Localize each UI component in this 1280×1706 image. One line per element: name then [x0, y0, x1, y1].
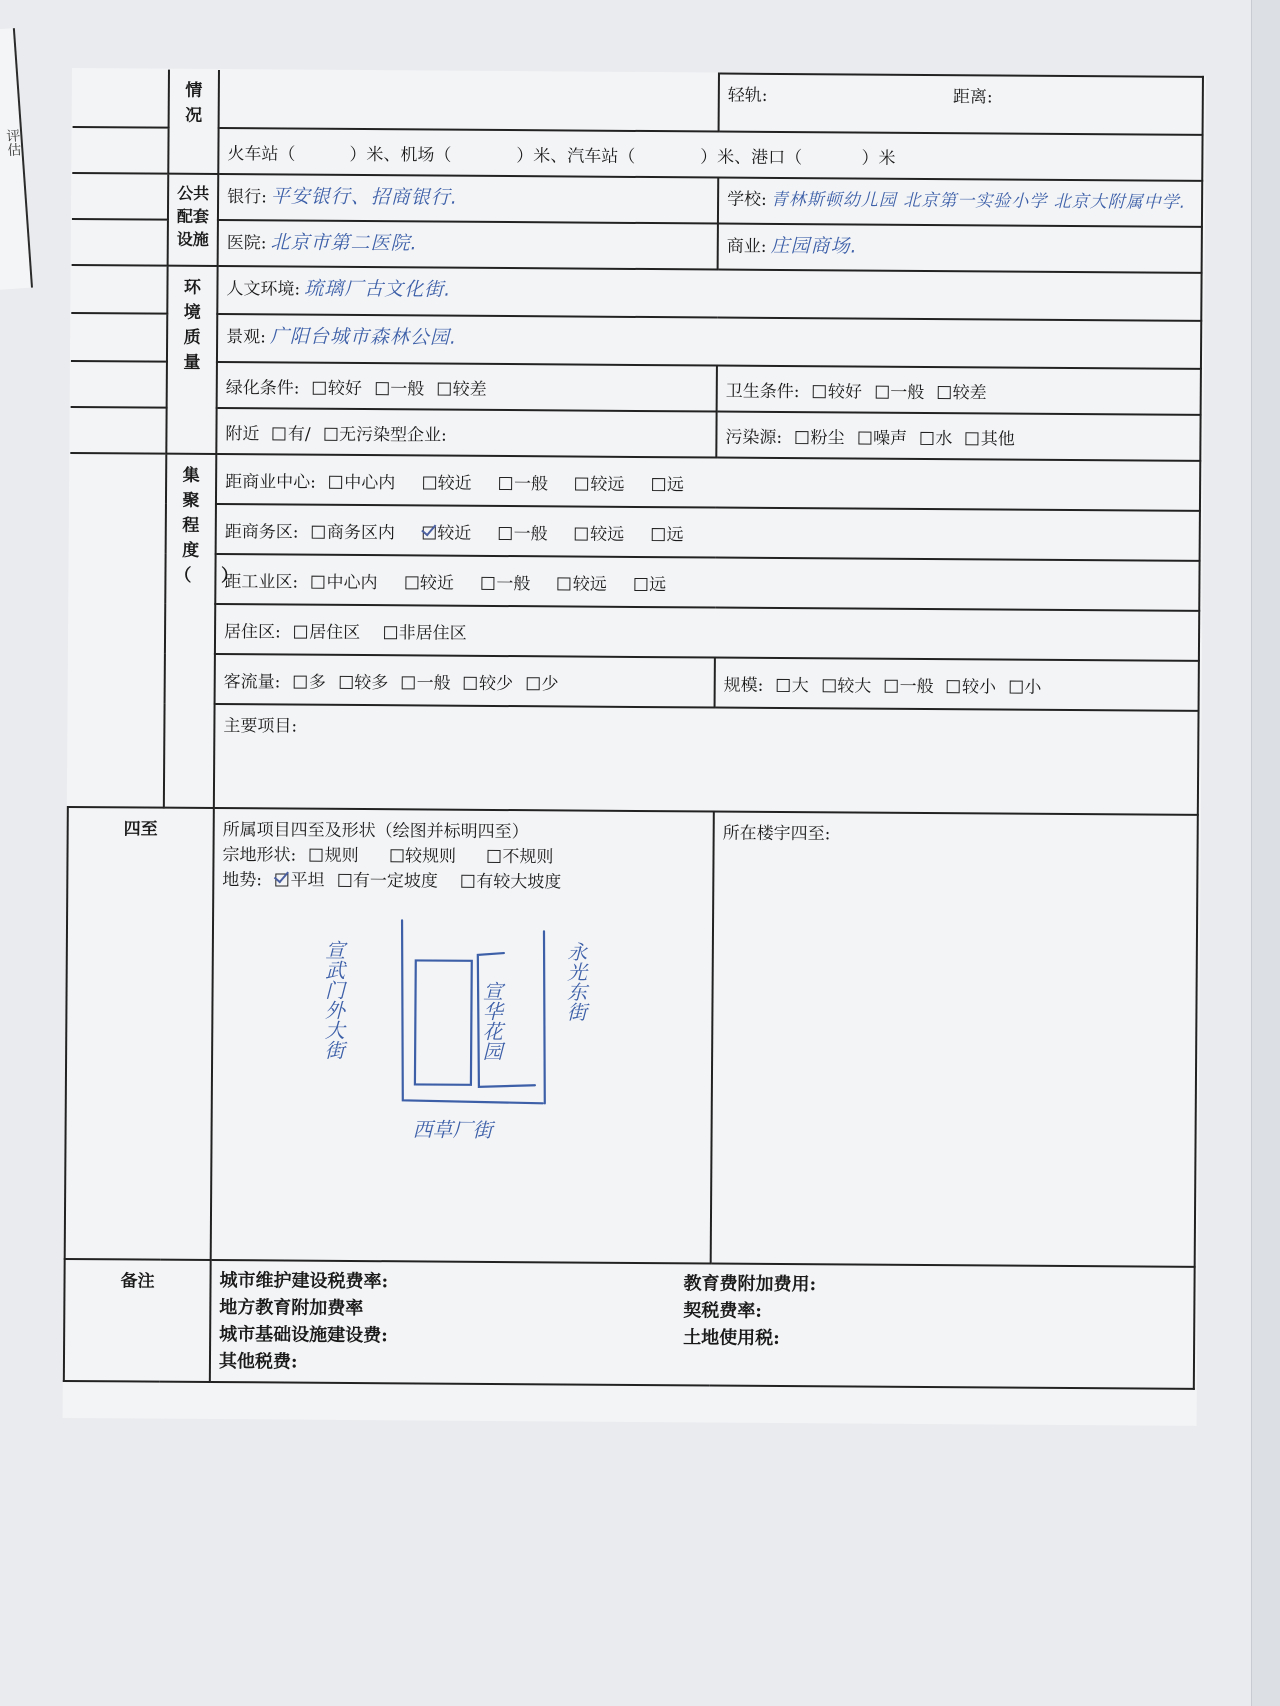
sanitation-poor-checkbox[interactable] — [938, 386, 951, 399]
greening-average-checkbox[interactable] — [375, 382, 388, 395]
scale-large-checkbox[interactable] — [777, 678, 790, 691]
sketch-east-label: 永光东街 — [563, 941, 588, 1022]
residential-yes-label: 居住区 — [309, 622, 361, 643]
agglomeration-label-cell — [164, 454, 239, 808]
sketch-east-line — [543, 931, 546, 1103]
industrial-average-label: 一般 — [496, 573, 531, 594]
commercial-far-checkbox[interactable] — [575, 477, 588, 490]
shape-regular-checkbox[interactable] — [310, 849, 323, 862]
terrain-steep-label: 有较大坡度 — [476, 871, 562, 893]
commercial-in-center-checkbox[interactable] — [329, 475, 342, 488]
scale-average-checkbox[interactable] — [885, 679, 898, 692]
greening-cell — [217, 362, 717, 411]
pollution-cell — [716, 412, 1200, 461]
traffic-average-checkbox[interactable] — [402, 676, 415, 689]
industrial-very-far-checkbox[interactable] — [634, 577, 647, 590]
commercial-distance-cell — [216, 454, 1200, 511]
main-projects-cell — [214, 704, 1199, 815]
pollution-label: 污染源: — [725, 427, 783, 448]
sanitation-poor-label: 较差 — [952, 382, 987, 403]
pollution-dust-label: 粉尘 — [810, 427, 845, 448]
sanitation-cell — [717, 366, 1201, 415]
scale-fairly-large-checkbox[interactable] — [822, 679, 835, 692]
commercial-average-checkbox[interactable] — [499, 476, 512, 489]
sketch-building-west — [415, 960, 472, 1084]
main-projects-label: 主要项目: — [223, 716, 298, 737]
residential-no-checkbox[interactable] — [384, 626, 397, 639]
remarks-cell — [210, 1260, 1195, 1389]
pollution-water-label: 水 — [935, 428, 953, 449]
commercial-near-checkbox[interactable] — [423, 476, 436, 489]
building-boundaries-label: 所在楼宇四至: — [722, 823, 831, 845]
shape-irregular-checkbox[interactable] — [487, 850, 500, 863]
commercial-in-center-label: 中心内 — [344, 472, 396, 493]
terrain-slope-label: 有一定坡度 — [352, 870, 438, 892]
industrial-far-checkbox[interactable] — [558, 577, 571, 590]
commerce-cell — [718, 224, 1202, 273]
agglomeration-label: 集聚程度 — [182, 465, 200, 561]
industrial-average-checkbox[interactable] — [481, 576, 494, 589]
shape-irregular-label: 不规则 — [502, 847, 554, 868]
scale-label: 规模: — [723, 675, 764, 696]
hospital-label: 医院: — [226, 233, 267, 254]
industrial-in-center-checkbox[interactable] — [312, 575, 325, 588]
adjacent-sheet-right — [1251, 0, 1280, 1706]
residential-no-label: 非居住区 — [398, 622, 467, 644]
sanitation-label: 卫生条件: — [725, 381, 800, 402]
sketch-south-label: 西草厂街 — [412, 1117, 493, 1142]
transport-distance-line: 火车站（ ）米、机场（ ）米、汽车站（ ）米、港口（ ）米 — [218, 128, 1202, 181]
industrial-near-label: 较近 — [419, 572, 455, 594]
nearby-yes-label: 有/ — [287, 424, 311, 445]
bank-cell — [218, 174, 718, 223]
scale-fairly-small-label: 较小 — [961, 676, 997, 697]
commerce-label: 商业: — [726, 236, 767, 257]
scale-small-label: 小 — [1024, 677, 1042, 698]
traffic-many-label: 多 — [308, 672, 326, 693]
boundaries-title: 所属项目四至及形状（绘图并标明四至） — [222, 820, 529, 843]
scale-small-checkbox[interactable] — [1009, 680, 1022, 693]
business-in-district-checkbox[interactable] — [312, 525, 325, 538]
pollution-water-checkbox[interactable] — [920, 431, 933, 444]
traffic-fairly-few-checkbox[interactable] — [464, 676, 477, 689]
building-boundaries-cell — [711, 811, 1198, 1266]
environment-label: 环境质量 — [166, 266, 217, 454]
landscape-value: 广阳台城市森林公园. — [269, 325, 457, 349]
pollution-other-label: 其他 — [980, 428, 1015, 450]
greening-label: 绿化条件: — [225, 377, 300, 399]
survey-form-page — [63, 68, 1206, 1426]
terrain-steep-checkbox[interactable] — [461, 875, 474, 888]
boundaries-sketch-cell — [211, 808, 714, 1263]
bank-label: 银行: — [227, 187, 267, 208]
sanitation-good-label: 较好 — [827, 381, 862, 403]
pollution-noise-checkbox[interactable] — [858, 431, 871, 444]
industrial-in-center-label: 中心内 — [326, 572, 378, 593]
light-rail-label: 轻轨: — [727, 85, 768, 106]
bank-value: 平安银行、招商银行. — [270, 185, 458, 209]
remarks-line-1: 城市维护建设税费率: — [219, 1270, 389, 1293]
business-distance-cell — [216, 504, 1200, 561]
remarks-label: 备注 — [64, 1259, 211, 1382]
scale-cell — [715, 658, 1199, 711]
adjacent-sheet-text: 评估 — [3, 127, 22, 158]
traffic-few-checkbox[interactable] — [526, 677, 539, 690]
sanitation-good-checkbox[interactable] — [813, 385, 826, 398]
commercial-distance-label: 距商业中心: — [225, 471, 316, 493]
business-very-far-label: 远 — [666, 524, 684, 545]
shape-fairly-regular-checkbox[interactable] — [390, 849, 403, 862]
industrial-far-label: 较远 — [572, 574, 607, 595]
commercial-very-far-label: 远 — [666, 474, 684, 495]
boundaries-label: 四至 — [65, 807, 214, 1260]
sanitation-average-checkbox[interactable] — [875, 385, 888, 398]
site-sketch — [312, 900, 614, 1162]
terrain-label: 地势: — [222, 870, 263, 891]
terrain-slope-checkbox[interactable] — [338, 874, 351, 887]
remarks-right-2: 契税费率: — [683, 1300, 763, 1322]
shape-regular-label: 规则 — [324, 845, 359, 867]
traffic-label: 客流量: — [223, 671, 281, 692]
survey-form-table — [63, 68, 1204, 1390]
commercial-near-label: 较近 — [437, 473, 472, 494]
business-very-far-checkbox[interactable] — [651, 528, 664, 541]
scale-fairly-large-label: 较大 — [837, 675, 872, 697]
remarks-right-column — [683, 1270, 816, 1352]
greening-good-label: 较好 — [327, 378, 362, 399]
residential-yes-checkbox[interactable] — [294, 625, 307, 638]
greening-average-label: 一般 — [390, 378, 425, 399]
scale-average-label: 一般 — [899, 676, 934, 697]
business-far-label: 较远 — [590, 524, 625, 545]
industrial-distance-label: 距工业区: — [224, 571, 299, 593]
school-cell — [718, 178, 1202, 227]
remarks-line-3: 城市基础设施建设费: — [219, 1324, 388, 1347]
sketch-inner-label: 宣华花园 — [479, 980, 504, 1062]
traffic-few-label: 少 — [541, 673, 559, 694]
agglomeration-paren: （ ） — [174, 565, 239, 587]
pollution-dust-checkbox[interactable] — [796, 431, 809, 444]
greening-poor-label: 较差 — [452, 379, 487, 400]
remarks-line-2: 地方教育附加费率 — [219, 1297, 364, 1320]
pollution-noise-label: 噪声 — [872, 428, 908, 449]
facilities-label: 公共配套设施 — [168, 174, 219, 266]
residential-label: 居住区: — [223, 621, 281, 642]
business-far-checkbox[interactable] — [575, 527, 588, 540]
business-near-checkbox[interactable] — [422, 526, 435, 539]
business-average-checkbox[interactable] — [499, 526, 512, 539]
commerce-value: 庄园商场. — [770, 234, 858, 258]
hospital-value: 北京市第二医院. — [270, 231, 418, 255]
traffic-fairly-many-label: 较多 — [354, 672, 389, 693]
traffic-fairly-few-label: 较少 — [479, 673, 514, 694]
shape-label: 宗地形状: — [222, 845, 297, 866]
residential-cell — [215, 604, 1199, 661]
terrain-row — [222, 865, 704, 893]
industrial-very-far-label: 远 — [649, 574, 667, 595]
sanitation-average-label: 一般 — [890, 382, 925, 403]
hospital-cell — [218, 220, 718, 269]
school-value: 青林斯顿幼儿园 北京第一实验小学 北京大附属中学. — [770, 189, 1187, 213]
business-in-district-label: 商务区内 — [326, 522, 395, 543]
shape-row — [222, 840, 704, 868]
business-distance-label: 距商务区: — [224, 521, 299, 543]
sketch-west-label: 宣武门外大街 — [321, 939, 346, 1060]
terrain-flat-label: 平坦 — [290, 870, 325, 891]
situation-label: 情况 — [168, 70, 219, 174]
humanities-label: 人文环境: — [226, 279, 301, 300]
remarks-line-4: 其他税费: — [218, 1351, 298, 1373]
commercial-far-label: 较远 — [590, 474, 625, 495]
greening-good-checkbox[interactable] — [313, 381, 326, 394]
nearby-yes-checkbox[interactable] — [273, 427, 286, 440]
landscape-cell — [217, 314, 1201, 369]
remarks-right-1: 教育费附加费用: — [683, 1273, 817, 1296]
remarks-right-3: 土地使用税: — [683, 1327, 780, 1349]
industrial-near-checkbox[interactable] — [405, 576, 418, 589]
nearby-no-label: 无污染型企业: — [338, 424, 447, 446]
greening-poor-checkbox[interactable] — [438, 382, 451, 395]
traffic-fairly-many-checkbox[interactable] — [339, 675, 352, 688]
humanities-cell — [217, 266, 1201, 321]
nearby-prefix: 附近 — [225, 423, 260, 444]
distance-label: 距离: — [952, 87, 993, 108]
humanities-value: 琉璃厂古文化街. — [304, 277, 452, 301]
adjacent-sheet-edge — [0, 28, 33, 292]
school-label: 学校: — [727, 189, 767, 210]
nearby-cell — [216, 408, 716, 457]
terrain-flat-checkbox[interactable] — [275, 873, 288, 886]
traffic-average-label: 一般 — [416, 672, 451, 694]
commercial-very-far-checkbox[interactable] — [652, 478, 665, 491]
business-average-label: 一般 — [513, 523, 548, 544]
commercial-average-label: 一般 — [513, 473, 549, 494]
traffic-cell — [215, 654, 715, 707]
industrial-distance-cell — [215, 554, 1199, 611]
traffic-many-checkbox[interactable] — [294, 675, 307, 688]
nearby-no-checkbox[interactable] — [324, 427, 337, 440]
pollution-other-checkbox[interactable] — [966, 432, 979, 445]
landscape-label: 景观: — [226, 327, 266, 348]
light-rail-cell — [719, 74, 1203, 135]
scale-large-label: 大 — [791, 675, 809, 696]
shape-fairly-regular-label: 较规则 — [404, 846, 457, 867]
business-near-label: 较近 — [437, 523, 472, 544]
scale-fairly-small-checkbox[interactable] — [947, 680, 960, 693]
